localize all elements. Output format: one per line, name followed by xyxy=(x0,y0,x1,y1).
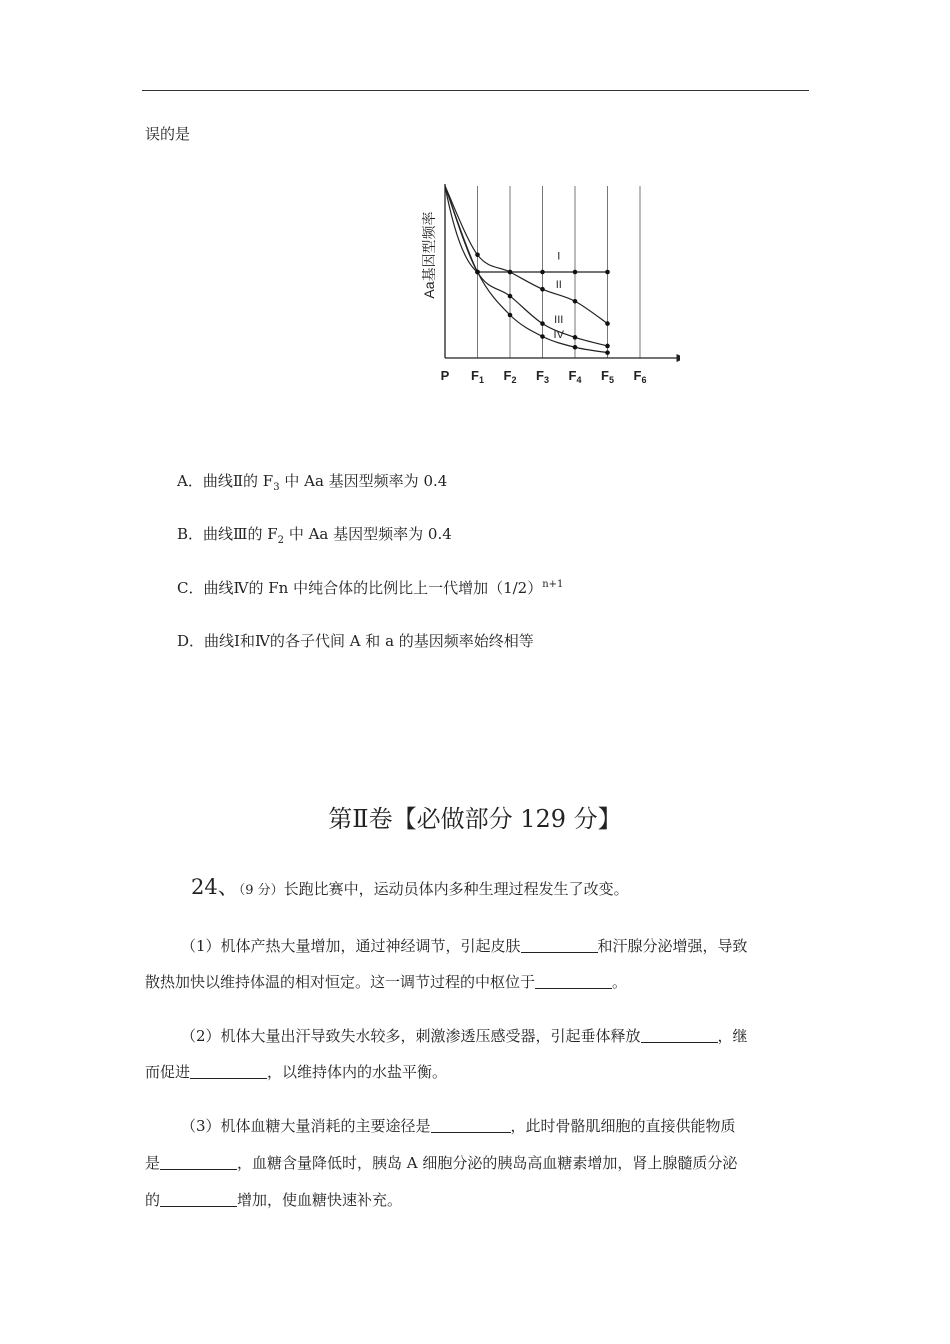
option-a[interactable] xyxy=(177,471,447,491)
q24-blank-4[interactable] xyxy=(190,1063,267,1079)
q24-stem xyxy=(191,874,629,904)
option-d-text: D．曲线Ⅰ和Ⅳ的各子代间 A 和 a 的基因频率始终相等 xyxy=(177,632,534,650)
q24-p1-line2 xyxy=(145,972,627,992)
chart-point-3-f3 xyxy=(540,321,545,326)
chart-series-label-3: III xyxy=(554,314,564,327)
chart-point-1-f3 xyxy=(540,270,545,275)
chart-point-2-f2 xyxy=(508,270,513,275)
q24-p3-line2 xyxy=(145,1153,737,1173)
chart-point-4-f4 xyxy=(573,345,578,350)
q24-p3-line3 xyxy=(145,1190,402,1210)
q24-blank-6[interactable] xyxy=(160,1154,237,1170)
option-c-pre: C．曲线Ⅳ的 Fn 中纯合体的比例比上一代增加（1/2） xyxy=(177,579,543,597)
q24-p1-text-d: 。 xyxy=(612,973,628,991)
q24-p2-text-a: （2）机体大量出汗导致失水较多，刺激渗透压感受器，引起垂体释放 xyxy=(181,1027,641,1045)
aa-frequency-chart xyxy=(420,180,680,390)
chart-point-4-f1 xyxy=(475,270,480,275)
chart-point-4-f3 xyxy=(540,334,545,339)
q24-separator: 、 xyxy=(217,875,239,899)
chart-y-axis-label: Aa基因型频率 xyxy=(421,211,437,299)
chart-point-3-f5 xyxy=(605,344,610,349)
q24-p1-line1 xyxy=(181,936,748,956)
q24-p2-text-b: ，继 xyxy=(717,1027,748,1045)
chart-tick-f3: $F_3$ xyxy=(536,368,549,385)
chart-tick-f2: $F_2$ xyxy=(503,368,517,385)
chart-tick-f1: $F_1$ xyxy=(471,368,484,385)
chart-point-1-f5 xyxy=(605,270,610,275)
intro-tail-text: 误的是 xyxy=(145,125,191,143)
q24-p3-text-b: ，此时骨骼肌细胞的直接供能物质 xyxy=(510,1117,736,1135)
q24-stem-text: 长跑比赛中，运动员体内多种生理过程发生了改变。 xyxy=(283,880,629,898)
chart-x-axis-arrow xyxy=(677,354,681,362)
option-b[interactable] xyxy=(177,524,452,544)
option-a-pre: A．曲线Ⅱ的 F xyxy=(177,472,274,490)
chart-point-2-f5 xyxy=(605,321,610,326)
chart-series-label-4: IV xyxy=(553,328,564,341)
chart-point-3-f2 xyxy=(508,294,513,299)
option-a-sub: 3 xyxy=(273,482,280,493)
option-b-pre: B．曲线Ⅲ的 F xyxy=(177,525,278,543)
section-title: 第Ⅱ卷【必做部分 129 分】 xyxy=(328,805,622,833)
q24-p3-text-c: 是 xyxy=(145,1154,161,1172)
q24-p2-text-c: 而促进 xyxy=(145,1063,191,1081)
q24-p2-text-d: ，以维持体内的水盐平衡。 xyxy=(267,1063,448,1081)
q24-p3-text-f: 增加，使血糖快速补充。 xyxy=(237,1191,403,1209)
q24-score: （9 分） xyxy=(238,883,284,898)
chart-point-2-f1 xyxy=(475,253,480,258)
chart-series-label-1: I xyxy=(557,250,561,263)
option-a-post: 中 Aa 基因型频率为 0.4 xyxy=(279,472,448,490)
option-d[interactable] xyxy=(177,631,534,651)
chart-point-2-f4 xyxy=(573,299,578,304)
q24-blank-1[interactable] xyxy=(521,937,598,953)
chart-tick-f4: $F_4$ xyxy=(568,368,582,385)
chart-tick-f6: $F_6$ xyxy=(633,368,647,385)
chart-series-label-2: II xyxy=(555,278,562,291)
chart-tick-f5: $F_5$ xyxy=(601,368,614,385)
option-b-sub: 2 xyxy=(277,535,285,546)
q24-blank-3[interactable] xyxy=(641,1027,718,1043)
chart-tick-p: P xyxy=(440,368,450,383)
chart-point-4-f5 xyxy=(605,350,610,355)
q24-p2-line1 xyxy=(181,1026,748,1046)
option-b-post: 中 Aa 基因型频率为 0.4 xyxy=(284,525,452,543)
q24-p1-text-b: 和汗腺分泌增强，导致 xyxy=(597,937,748,955)
q24-p1-text-a: （1）机体产热大量增加，通过神经调节，引起皮肤 xyxy=(181,937,521,955)
chart-point-1-f4 xyxy=(573,270,578,275)
chart-series-line-4 xyxy=(445,186,608,353)
option-c-sup: n+1 xyxy=(542,579,564,590)
header-rule xyxy=(142,90,809,91)
q24-p3-line1 xyxy=(181,1116,736,1136)
chart-series-line-1 xyxy=(445,186,608,272)
q24-p1-text-c: 散热加快以维持体温的相对恒定。这一调节过程的中枢位于 xyxy=(145,973,536,991)
q24-p3-text-e: 的 xyxy=(145,1191,161,1209)
q24-blank-5[interactable] xyxy=(431,1117,511,1133)
chart-point-2-f3 xyxy=(540,287,545,292)
q24-number: 24 xyxy=(191,875,218,899)
chart-point-3-f4 xyxy=(573,335,578,340)
q24-p2-line2 xyxy=(145,1062,447,1082)
chart-series-line-3 xyxy=(445,186,608,346)
q24-p3-text-d: ，血糖含量降低时，胰岛 A 细胞分泌的胰岛高血糖素增加，肾上腺髓质分泌 xyxy=(237,1154,738,1172)
q24-p3-text-a: （3）机体血糖大量消耗的主要途径是 xyxy=(181,1117,431,1135)
option-c[interactable] xyxy=(177,578,563,598)
chart-point-4-f2 xyxy=(508,313,513,318)
q24-blank-7[interactable] xyxy=(160,1191,237,1207)
q24-blank-2[interactable] xyxy=(535,973,612,989)
